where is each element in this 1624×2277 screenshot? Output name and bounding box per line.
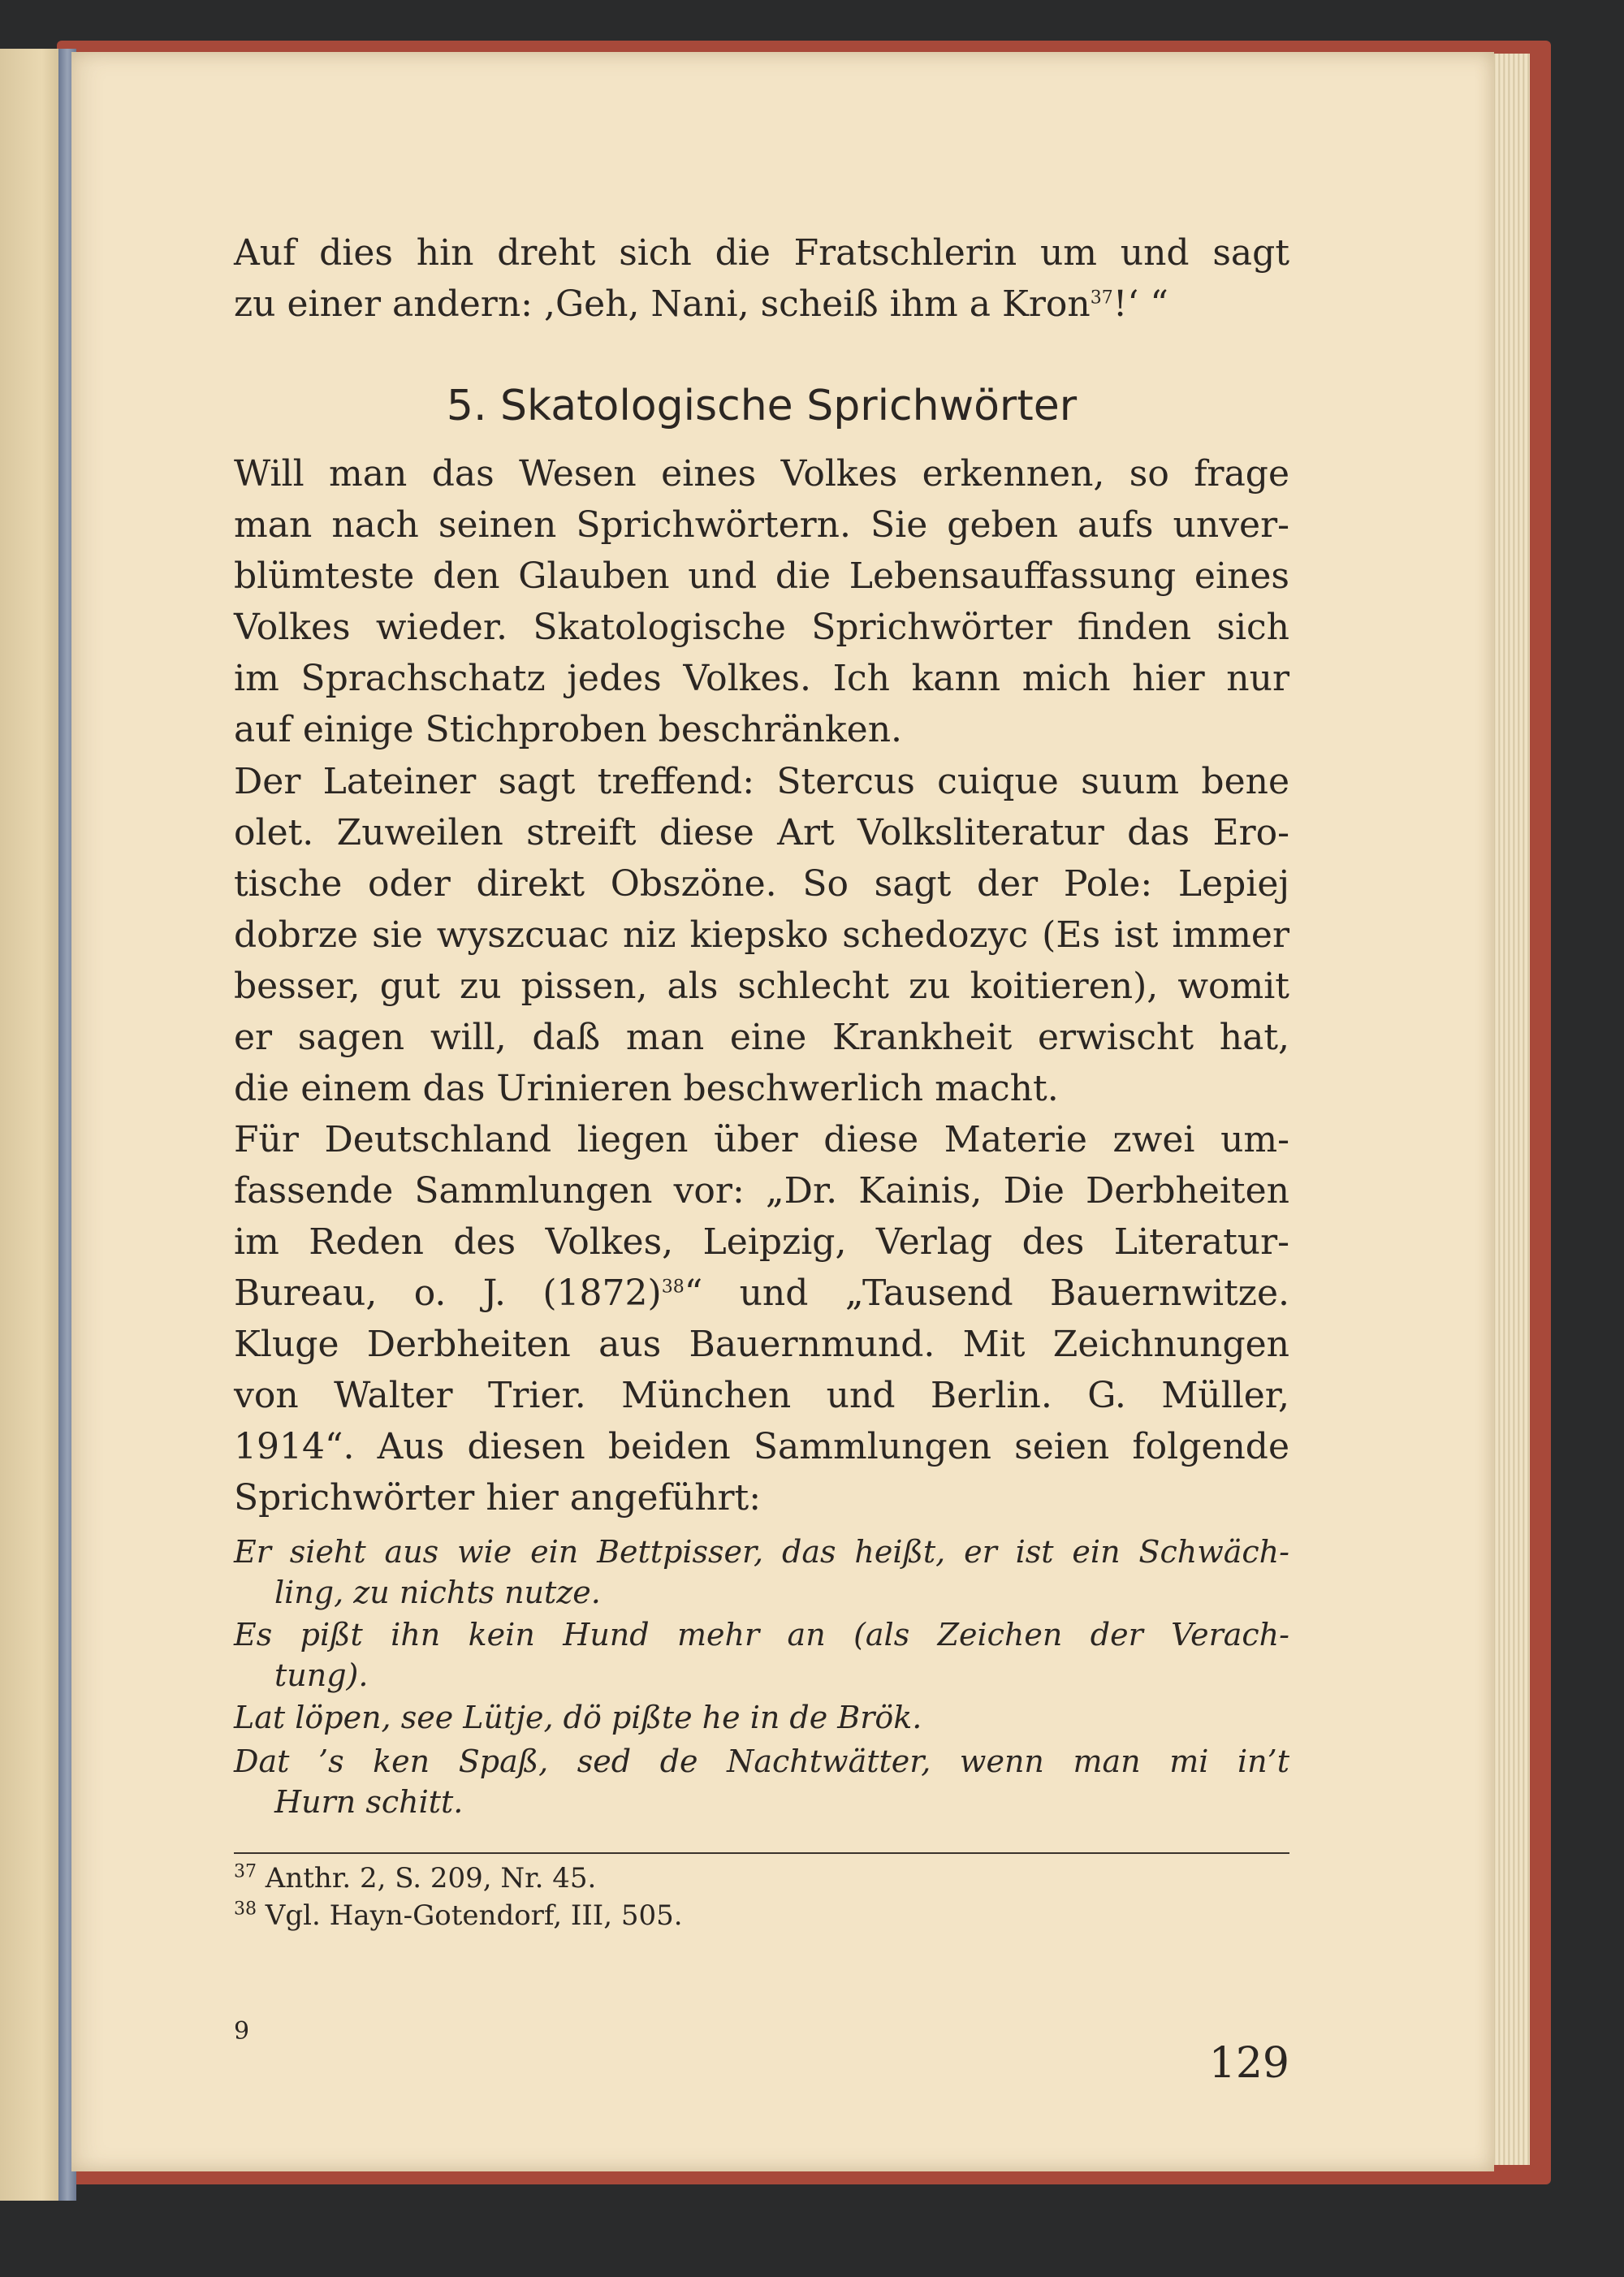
- proverb-line: Lat löpen, see Lütje, dö pißte he in de Brök.: [234, 1700, 922, 1735]
- text-span: !‘ “: [1112, 283, 1168, 325]
- text-line: tische oder direkt Obszöne. So sagt der Pole: Lepiej: [234, 863, 1289, 905]
- text-line: Volkes wieder. Skatologische Sprichwörter finden sich: [234, 607, 1289, 648]
- book-page: [71, 52, 1494, 2171]
- text-line: [234, 1271, 1289, 1316]
- text-line: auf einige Stichproben beschränken.: [234, 709, 903, 750]
- text-line: besser, gut zu pissen, als schlecht zu koitieren), womit: [234, 966, 1289, 1007]
- footnote-marker: 38: [234, 1899, 257, 1920]
- text-line: er sagen will, daß man eine Krankheit erwischt hat,: [234, 1017, 1289, 1058]
- footnote: [234, 1861, 1289, 1895]
- text-line: im Sprachschatz jedes Volkes. Ich kann mich hier nur: [234, 658, 1289, 699]
- text-span: zu einer andern: ,Geh, Nani, scheiß ihm a Kron: [234, 283, 1091, 325]
- proverb-line: tung).: [274, 1657, 369, 1693]
- proverb-line: Es pißt ihn kein Hund mehr an (als Zeichen der Verach-: [234, 1617, 1289, 1653]
- text-line: [234, 282, 1289, 327]
- proverb-line: Dat ’s ken Spaß, sed de Nachtwätter, wenn man mi in’t: [234, 1743, 1289, 1779]
- section-heading: 5. Skatologische Sprichwörter: [446, 382, 1078, 430]
- footnote-marker: 37: [234, 1861, 257, 1882]
- text-span: “ und „Tausend Bauernwitze.: [684, 1272, 1289, 1314]
- footnote-marker: 37: [1090, 287, 1113, 309]
- proverb-line: Er sieht aus wie ein Bettpisser, das heißt, er ist ein Schwäch-: [234, 1534, 1289, 1570]
- text-line: Will man das Wesen eines Volkes erkennen, so frage: [234, 453, 1289, 495]
- signature-mark: 9: [234, 2017, 250, 2046]
- footnote-text: Vgl. Hayn-Gotendorf, III, 505.: [257, 1899, 683, 1932]
- text-line: Auf dies hin dreht sich die Fratschlerin um und sagt: [234, 232, 1289, 274]
- text-line: Für Deutschland liegen über diese Materie zwei um-: [234, 1119, 1289, 1160]
- text-span: Bureau, o. J. (1872): [234, 1272, 662, 1314]
- proverb-line: Hurn schitt.: [274, 1784, 464, 1820]
- text-line: fassende Sammlungen vor: „Dr. Kainis, Die Derbheiten: [234, 1170, 1289, 1212]
- proverb-line: ling, zu nichts nutze.: [274, 1575, 601, 1610]
- text-line: Sprichwörter hier angeführt:: [234, 1477, 762, 1519]
- text-line: die einem das Urinieren beschwerlich macht.: [234, 1068, 1059, 1109]
- text-line: blümteste den Glauben und die Lebensauffassung eines: [234, 555, 1289, 597]
- text-line: man nach seinen Sprichwörtern. Sie geben aufs unver-: [234, 504, 1289, 546]
- text-line: dobrze sie wyszcuac niz kiepsko schedozyc (Es ist immer: [234, 914, 1289, 956]
- text-line: im Reden des Volkes, Leipzig, Verlag des Literatur-: [234, 1221, 1289, 1263]
- footnote-text: Anthr. 2, S. 209, Nr. 45.: [257, 1862, 597, 1895]
- footnote-marker: 38: [661, 1277, 685, 1298]
- text-line: von Walter Trier. München und Berlin. G. Müller,: [234, 1375, 1289, 1416]
- page-number: 129: [1208, 2039, 1289, 2088]
- text-line: olet. Zuweilen streift diese Art Volksliteratur das Ero-: [234, 812, 1289, 853]
- footnote: [234, 1899, 1289, 1933]
- footnote-rule: [234, 1852, 1289, 1854]
- text-line: Kluge Derbheiten aus Bauernmund. Mit Zeichnungen: [234, 1324, 1289, 1365]
- text-line: 1914“. Aus diesen beiden Sammlungen seien folgende: [234, 1426, 1289, 1467]
- text-line: Der Lateiner sagt treffend: Stercus cuique suum bene: [234, 761, 1289, 802]
